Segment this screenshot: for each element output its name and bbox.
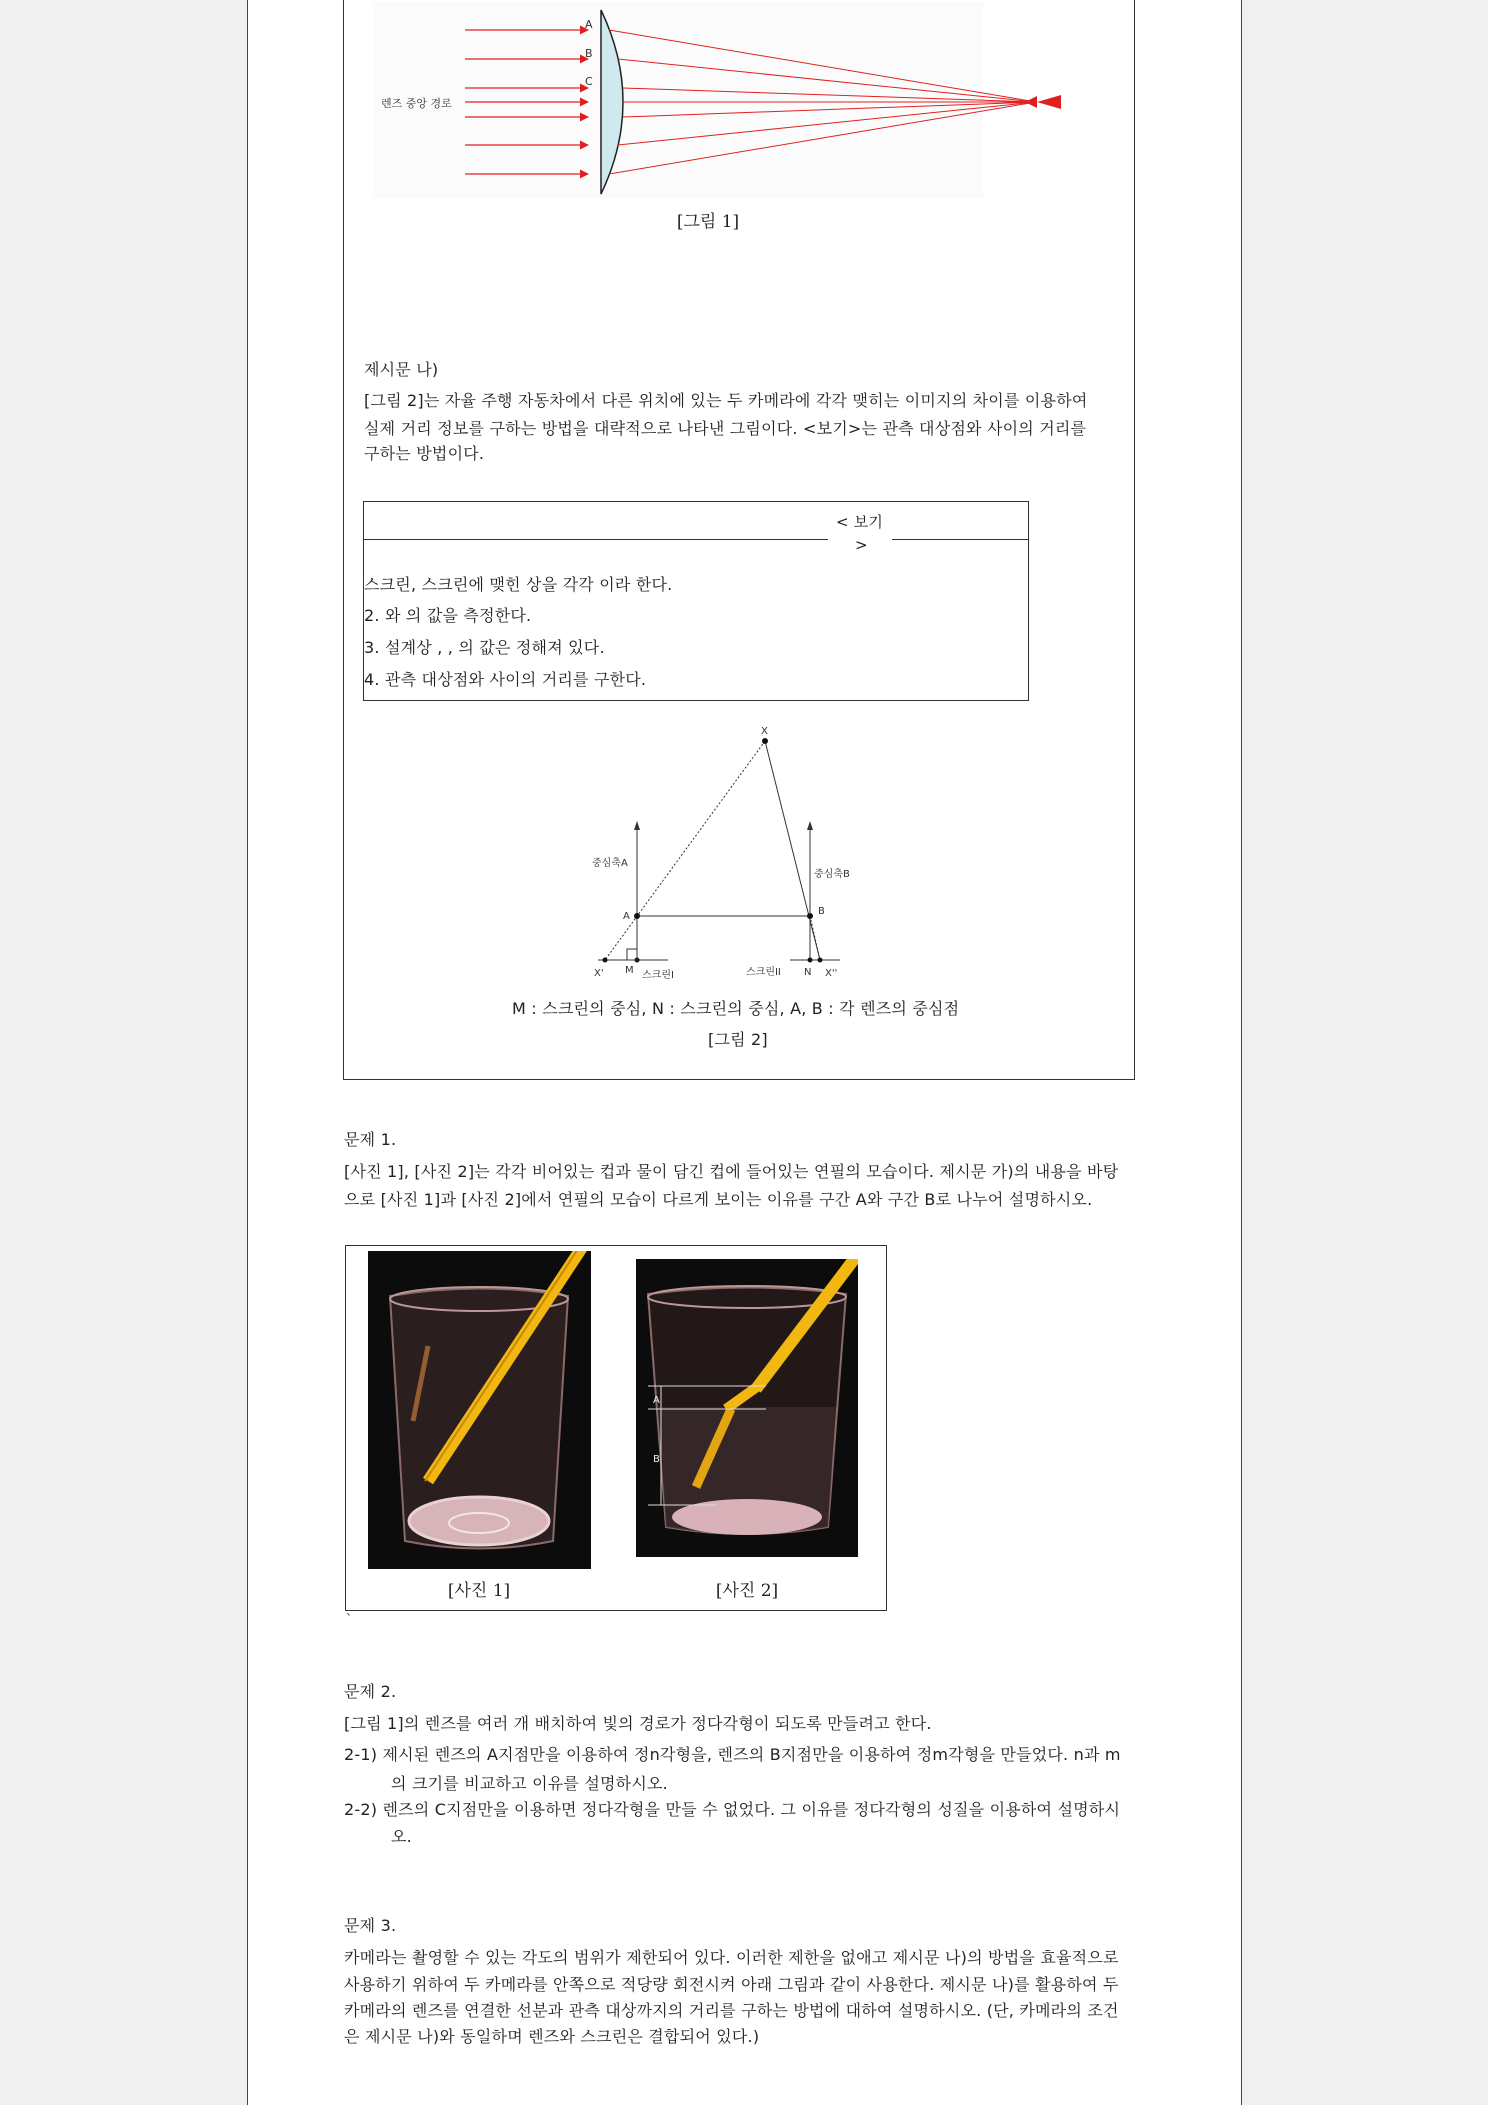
fig2-label-axis-b: 중심축B xyxy=(814,869,850,880)
figure-1-lens-diagram xyxy=(373,2,1243,202)
figure-2-legend: M : 스크린의 중심, N : 스크린의 중심, A, B : 각 렌즈의 중심점 xyxy=(512,999,960,1018)
q1-line-1: [사진 1], [사진 2]는 각각 비어있는 컵과 물이 담긴 컵에 들어있는 연필의 모습이다. 제시문 가)의 내용을 바탕 xyxy=(344,1162,1119,1181)
fig2-label-x: X xyxy=(761,726,768,737)
fig2-label-m: M xyxy=(625,965,634,976)
bogi-item-4: 4. 관측 대상점와 사이의 거리를 구한다. xyxy=(364,670,647,689)
passage-b-heading: 제시문 나) xyxy=(364,360,439,379)
fig2-label-a: A xyxy=(623,911,630,922)
bogi-title: < 보기 xyxy=(836,513,884,531)
fig2-label-screen2: 스크린II xyxy=(746,967,781,978)
photo-2-water-cup xyxy=(636,1259,858,1557)
passage-b-line-2: 실제 거리 정보를 구하는 방법을 대략적으로 나타낸 그림이다. <보기>는 관측 대상점와 사이의 거리를 xyxy=(364,419,1087,438)
q2-sub1-line-2: 의 크기를 비교하고 이유를 설명하시오. xyxy=(391,1774,668,1793)
photo-frame xyxy=(345,1245,887,1611)
stray-backtick: ` xyxy=(346,1612,353,1626)
fig2-label-axis-a: 중심축A xyxy=(592,858,628,869)
point-a-label: A xyxy=(585,18,593,31)
q2-sub1-line-1: 2-1) 제시된 렌즈의 A지점만을 이용하여 정n각형을, 렌즈의 B지점만을 이용하여 정m각형을 만들었다. n과 m xyxy=(344,1745,1121,1764)
fig2-label-screen1: 스크린I xyxy=(642,970,674,981)
bogi-title-close: > xyxy=(855,536,868,554)
photo-1-caption: [사진 1] xyxy=(447,1581,511,1601)
photo-1-empty-cup xyxy=(368,1251,591,1569)
q3-line-4: 은 제시문 나)와 동일하며 렌즈와 스크린은 결합되어 있다.) xyxy=(344,2027,760,2046)
q2-sub2-line-1: 2-2) 렌즈의 C지점만을 이용하면 정다각형을 만들 수 없었다. 그 이유를 정다각형의 성질을 이용하여 설명하시 xyxy=(344,1800,1121,1819)
figure-2-stereo-diagram xyxy=(578,720,898,985)
bogi-rule-left xyxy=(364,539,828,540)
fig2-label-x-prime: X' xyxy=(594,968,604,979)
bogi-item-3: 3. 설계상 , , 의 값은 정해져 있다. xyxy=(364,638,605,657)
document-page xyxy=(247,0,1242,2105)
passage-b-line-1: [그림 2]는 자율 주행 자동차에서 다른 위치에 있는 두 카메라에 각각 맺히는 이미지의 차이를 이용하여 xyxy=(364,391,1088,410)
bogi-rule-right xyxy=(892,539,1028,540)
fig2-label-n: N xyxy=(804,967,812,978)
lens-path-label: 렌즈 중앙 경로 xyxy=(381,97,452,110)
photo2-label-b: B xyxy=(653,1454,660,1465)
photo-2-caption: [사진 2] xyxy=(715,1581,779,1601)
figure-1-caption: [그림 1] xyxy=(676,212,740,232)
q2-sub2-line-2: 오. xyxy=(391,1827,412,1846)
fig2-label-x-double-prime: X'' xyxy=(825,968,838,979)
bogi-item-2: 2. 와 의 값을 측정한다. xyxy=(364,606,532,625)
q1-line-2: 으로 [사진 1]과 [사진 2]에서 연필의 모습이 다르게 보이는 이유를 구간 A와 구간 B로 나누어 설명하시오. xyxy=(344,1190,1093,1209)
passage-b-line-3: 구하는 방법이다. xyxy=(364,444,485,463)
q3-heading: 문제 3. xyxy=(344,1916,397,1935)
point-c-label: C xyxy=(585,75,593,88)
q3-line-1: 카메라는 촬영할 수 있는 각도의 범위가 제한되어 있다. 이러한 제한을 없애고 제시문 나)의 방법을 효율적으로 xyxy=(344,1948,1119,1967)
fig2-label-b: B xyxy=(818,906,825,917)
point-b-label: B xyxy=(585,47,593,60)
photo2-label-a: A xyxy=(653,1395,660,1406)
figure-2-caption: [그림 2] xyxy=(708,1030,768,1049)
bogi-item-1: 스크린, 스크린에 맺힌 상을 각각 이라 한다. xyxy=(364,575,673,594)
q2-heading: 문제 2. xyxy=(344,1682,397,1701)
bogi-box xyxy=(363,501,1029,701)
q1-heading: 문제 1. xyxy=(344,1130,397,1149)
q3-line-3: 카메라의 렌즈를 연결한 선분과 관측 대상까지의 거리를 구하는 방법에 대하여 설명하시오. (단, 카메라의 조건 xyxy=(344,2001,1119,2020)
q3-line-2: 사용하기 위하여 두 카메라를 안쪽으로 적당량 회전시켜 아래 그림과 같이 사용한다. 제시문 나)를 활용하여 두 xyxy=(344,1975,1119,1994)
q2-intro: [그림 1]의 렌즈를 여러 개 배치하여 빛의 경로가 정다각형이 되도록 만들려고 한다. xyxy=(344,1714,932,1733)
